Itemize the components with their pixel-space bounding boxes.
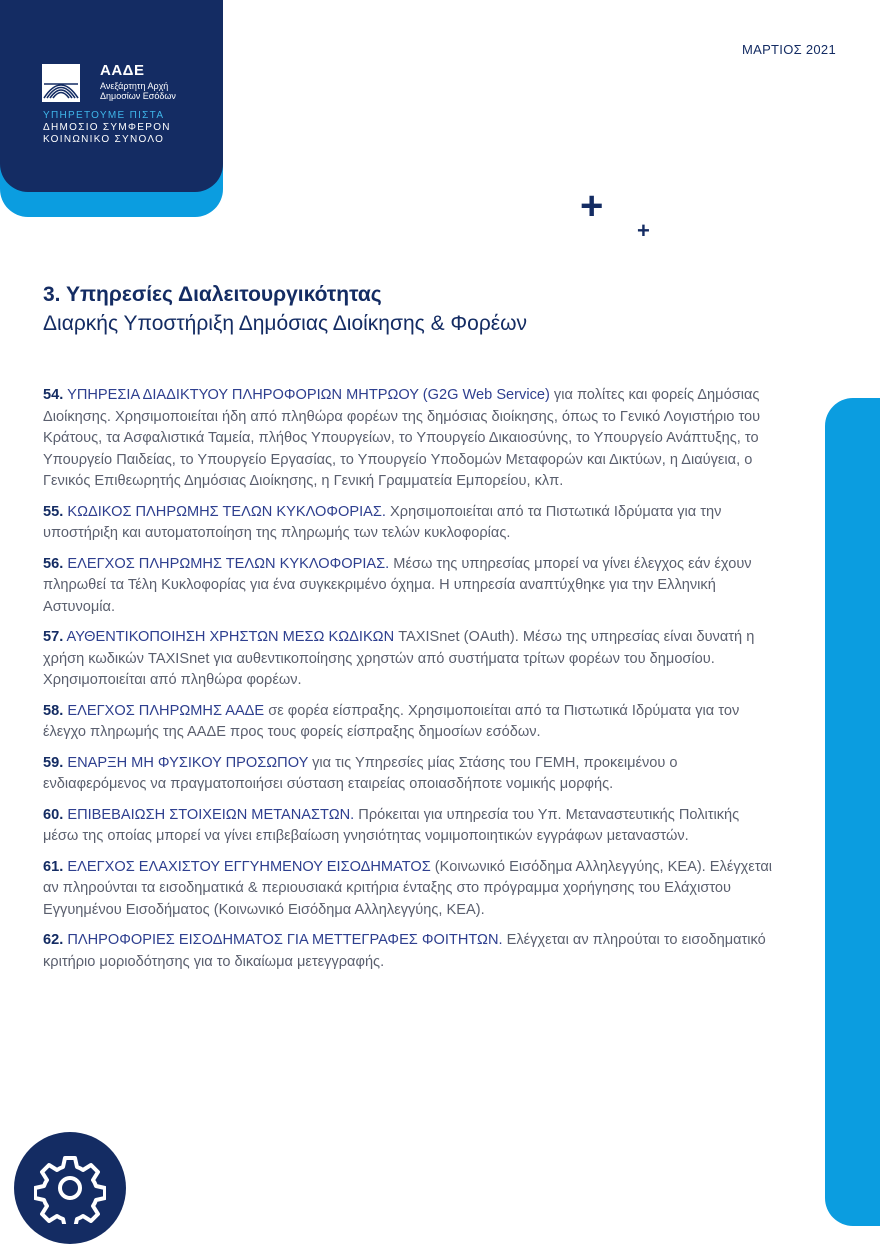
item-heading: ΕΠΙΒΕΒΑΙΩΣΗ ΣΤΟΙΧΕΙΩΝ ΜΕΤΑΝΑΣΤΩΝ.	[67, 806, 355, 823]
list-item	[43, 857, 773, 922]
slogan	[43, 110, 171, 146]
list-item	[43, 701, 773, 744]
item-text: σε φορέα είσπραξης. Χρησιμοποιείται από τα Πιστωτικά Ιδρύματα για τον έλεγχο πληρωμής της ΑΑΔΕ προς τους φορείς είσπραξης δημοσίων εσόδων.	[43, 702, 740, 740]
item-number: 55.	[43, 503, 64, 520]
aade-emblem-icon	[42, 64, 80, 102]
item-number: 58.	[43, 702, 64, 719]
item-number: 61.	[43, 858, 64, 875]
item-text: για τις Υπηρεσίες μίας Στάσης του ΓΕΜΗ, προκειμένου ο ενδιαφερόμενος να πραγματοποιήσει σύσταση εταιρείας οποιασδήποτε νομικής μορφής.	[43, 754, 678, 792]
side-accent-bar	[825, 398, 880, 1226]
item-heading: ΥΠΗΡΕΣΙΑ ΔΙΑΔΙΚΤΥΟΥ ΠΛΗΡΟΦΟΡΙΩΝ ΜΗΤΡΩΟΥ (G2G Web Service)	[67, 387, 550, 403]
item-heading: ΕΛΕΓΧΟΣ ΠΛΗΡΩΜΗΣ ΑΑΔΕ	[67, 702, 265, 719]
item-number: 62.	[43, 932, 64, 948]
item-text: Χρησιμοποιείται από τα Πιστωτικά Ιδρύματα για την υποστήριξη και αυτοματοποίηση της πληρωμής των τελών κυκλοφορίας.	[43, 503, 722, 541]
item-heading: ΑΥΘΕΝΤΙΚΟΠΟΙΗΣΗ ΧΡΗΣΤΩΝ ΜΕΣΩ ΚΩΔΙΚΩΝ	[66, 629, 395, 645]
item-heading: ΕΛΕΓΧΟΣ ΕΛΑΧΙΣΤΟΥ ΕΓΓΥΗΜΕΝΟΥ ΕΙΣΟΔΗΜΑΤΟΣ	[67, 858, 431, 875]
item-number: 56.	[43, 555, 64, 572]
org-name-line: Ανεξάρτητη Αρχή	[100, 81, 169, 91]
list-item	[43, 385, 773, 493]
section-subtitle: Διαρκής Υποστήριξη Δημόσιας Διοίκησης & Φορέων	[43, 312, 528, 335]
item-heading: ΕΛΕΓΧΟΣ ΠΛΗΡΩΜΗΣ ΤΕΛΩΝ ΚΥΚΛΟΦΟΡΙΑΣ.	[67, 555, 390, 572]
section-title: 3. Υπηρεσίες Διαλειτουργικότητας	[43, 283, 382, 306]
item-text: (Κοινωνικό Εισόδημα Αλληλεγγύης, ΚΕΑ). Ελέγχεται αν πληρούνται τα εισοδηματικά & περιουσιακά κριτήρια ένταξης στο πρόγραμμα χορήγησης του Ελάχιστου Εγγυημένου Εισοδήματος (Κοινωνικό Εισόδημα Αλληλεγγύης, ΚΕΑ).	[43, 858, 773, 918]
item-text: για πολίτες και φορείς Δημόσιας Διοίκησης. Χρησιμοποιείται ήδη από πληθώρα φορέων της δημόσιας διοίκησης, όπως το Γενικό Λογιστήριο του Κράτους, τα Ασφαλιστικά Ταμεία, πλήθος Υπουργείων, το Υπουργείο Δικαιοσύνης, το Υπουργείο Ανάπτυξης, το Υπουργείο Παιδείας, το Υπουργείο Εργασίας, το Υπουργείο Υποδομών Μεταφορών και Δικτύων, η Διαύγεια, ο Γενικός Επιθεωρητής Δημόσιας Διοίκησης, η Γενική Γραμματεία Εμπορείου, κλπ.	[43, 387, 761, 489]
list-item	[43, 753, 773, 796]
list-item	[43, 930, 773, 973]
plus-icon: +	[637, 218, 650, 243]
gear-badge	[14, 1132, 126, 1244]
org-name-line: Δημοσίων Εσόδων	[100, 91, 176, 101]
item-number: 60.	[43, 806, 64, 823]
item-number: 59.	[43, 754, 64, 771]
item-number: 54.	[43, 387, 64, 403]
item-number: 57.	[43, 629, 64, 645]
plus-icon: +	[580, 184, 604, 228]
gear-icon	[34, 1152, 106, 1224]
item-text: TAXISnet (OAuth). Μέσω της υπηρεσίας είναι δυνατή η χρήση κωδικών TAXISnet για αυθεντικοποίησης χρηστών από συστήματα τρίτων φορέων του δημοσίου. Χρησιμοποιείται από πληθώρα φορέων.	[43, 629, 755, 688]
list-item	[43, 502, 773, 545]
org-name	[100, 81, 176, 101]
item-heading: ΠΛΗΡΟΦΟΡΙΕΣ ΕΙΣΟΔΗΜΑΤΟΣ ΓΙΑ ΜΕΤΤΕΓΡΑΦΕΣ ΦΟΙΤΗΤΩΝ.	[67, 932, 503, 948]
item-text: Μέσω της υπηρεσίας μπορεί να γίνει έλεγχος εάν έχουν πληρωθεί τα Τέλη Κυκλοφορίας για ένα συγκεκριμένο όχημα. Η υπηρεσία αναπτύχθηκε για την Ελληνική Αστυνομία.	[43, 555, 752, 615]
list-item	[43, 554, 773, 619]
item-heading: ΚΩΔΙΚΟΣ ΠΛΗΡΩΜΗΣ ΤΕΛΩΝ ΚΥΚΛΟΦΟΡΙΑΣ.	[67, 503, 386, 520]
org-abbreviation: ΑΑΔΕ	[100, 62, 145, 79]
slogan-line: ΥΠΗΡΕΤΟΥΜΕ ΠΙΣΤΑ	[43, 110, 165, 121]
item-text: Ελέγχεται αν πληρούται το εισοδηματικό κριτήριο μοριοδότησης για το δικαίωμα μετεγγραφής.	[43, 932, 766, 970]
slogan-line: ΚΟΙΝΩΝΙΚΟ ΣΥΝΟΛΟ	[43, 134, 165, 145]
logo-panel	[0, 0, 223, 192]
list-item	[43, 805, 773, 848]
slogan-line: ΔΗΜΟΣΙΟ ΣΥΜΦΕΡΟΝ	[43, 122, 171, 133]
item-heading: ΕΝΑΡΞΗ ΜΗ ΦΥΣΙΚΟΥ ΠΡΟΣΩΠΟΥ	[67, 754, 309, 771]
service-list	[43, 385, 773, 982]
item-text: Πρόκειται για υπηρεσία του Υπ. Μεταναστευτικής Πολιτικής μέσω της οποίας μπορεί να γίνει επιβεβαίωση γνησιότητας νομιμοποιητικών εγγράφων μεταναστών.	[43, 806, 740, 844]
document-date: ΜΑΡΤΙΟΣ 2021	[741, 42, 836, 57]
list-item	[43, 627, 773, 692]
